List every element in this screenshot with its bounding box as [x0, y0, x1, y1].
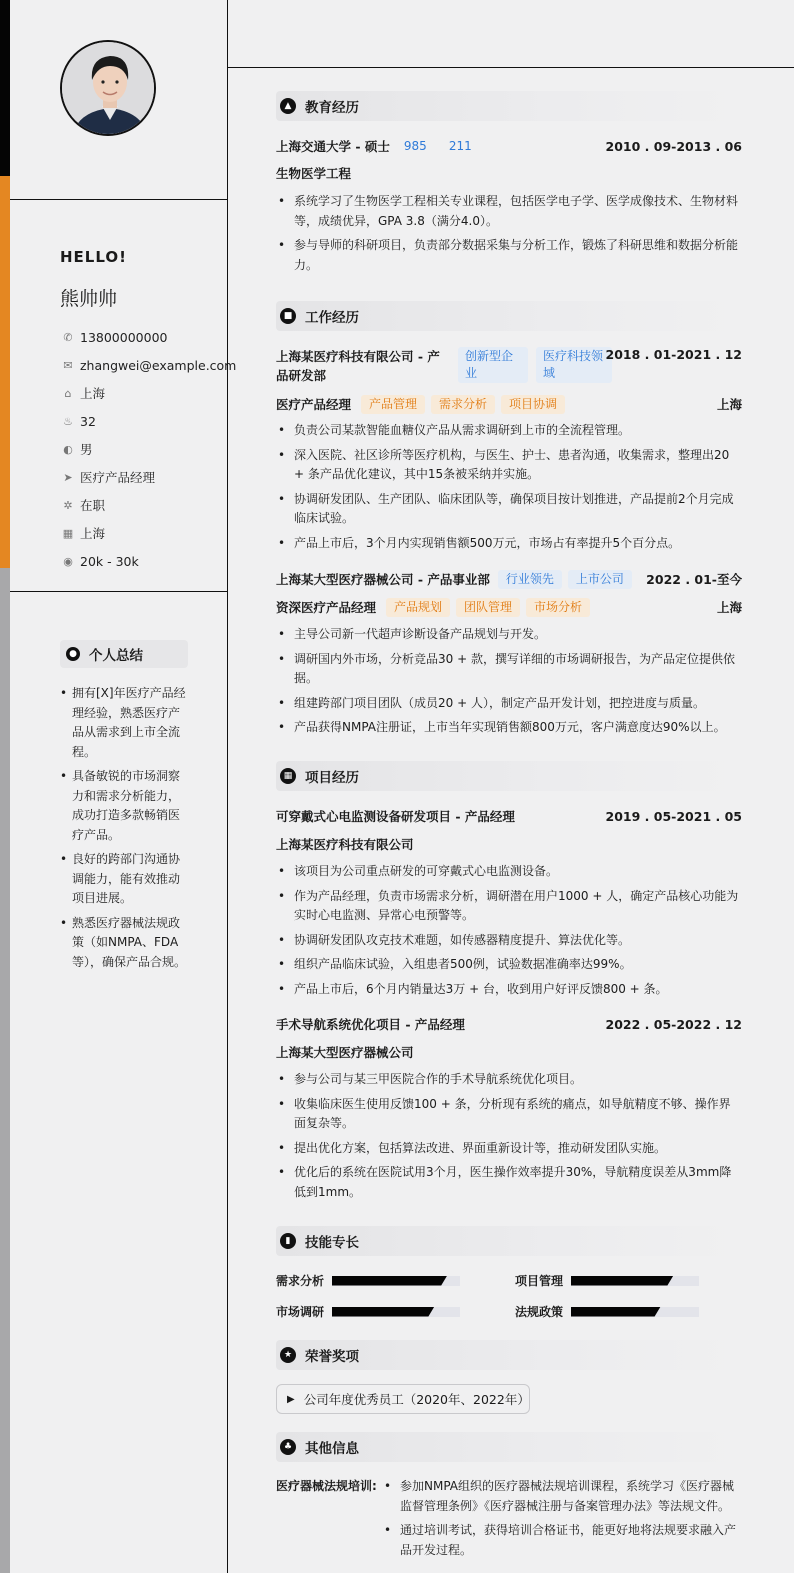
- list-item: • 主导公司新一代超声诊断设备产品规划与开发。: [276, 625, 742, 645]
- grid-icon: ▦: [280, 768, 296, 784]
- project-company: 上海某大型医疗器械公司: [276, 1045, 414, 1060]
- tag: 项目协调: [501, 395, 565, 414]
- accent-strip-black: [0, 0, 10, 176]
- project-1-list: [276, 862, 742, 1004]
- list-item: • 负责公司某款智能血糖仪产品从需求调研到上市的全流程管理。: [276, 421, 742, 441]
- skill-bar: [571, 1307, 699, 1317]
- info-text: 男: [80, 442, 93, 457]
- medal-icon: ★: [280, 1347, 296, 1363]
- tag: 产品管理: [361, 395, 425, 414]
- section-title: 教育经历: [305, 100, 359, 116]
- info-email: [60, 351, 236, 379]
- list-item: • 参与公司与某三甲医院合作的手术导航系统优化项目。: [276, 1070, 742, 1090]
- project-2-header: [276, 1014, 742, 1034]
- skill-name: 项目管理: [515, 1274, 564, 1288]
- list-item: • 具备敏锐的市场洞察力和需求分析能力，成功打造多款畅销医疗产品。: [60, 767, 190, 845]
- award-text: 公司年度优秀员工（2020年、2022年）: [303, 1392, 530, 1407]
- list-item: • 产品上市后，6个月内销量达3万 + 台，收到用户好评反馈800 + 条。: [276, 980, 742, 1000]
- company-name: 上海某医疗科技有限公司 - 产品研发部: [276, 349, 440, 383]
- other-label: 医疗器械法规培训:: [276, 1479, 377, 1493]
- summary-title: 个人总结: [89, 648, 143, 664]
- tag: 上市公司: [568, 570, 632, 589]
- list-item: • 优化后的系统在医院试用3个月，医生操作效率提升30%，导航精度误差从3mm降低到1mm。: [276, 1163, 742, 1202]
- info-phone: [60, 323, 236, 351]
- section-title: 荣誉奖项: [305, 1349, 359, 1365]
- hello-heading: HELLO!: [60, 248, 127, 266]
- tag: 需求分析: [431, 395, 495, 414]
- mail-icon: ✉: [63, 358, 73, 372]
- bar-chart-icon: ▮: [280, 1233, 296, 1249]
- info-status: [60, 491, 236, 519]
- skill-bar: [332, 1307, 460, 1317]
- info-text: zhangwei@example.com: [80, 357, 237, 373]
- list-item: • 参加NMPA组织的医疗器械法规培训课程，系统学习《医疗器械监督管理条例》《医疗器械注册与备案管理办法》等法规文件。: [382, 1477, 742, 1516]
- company-name: 上海某大型医疗器械公司 - 产品事业部: [276, 572, 490, 587]
- list-item: • 协调研发团队、生产团队、临床团队等，确保项目按计划推进，产品提前2个月完成临床试验。: [276, 490, 742, 529]
- date: 2022 . 05-2022 . 12: [605, 1016, 742, 1032]
- project-name: 手术导航系统优化项目 - 产品经理: [276, 1017, 465, 1032]
- skill-bar-fill: [571, 1276, 673, 1286]
- date: 2018 . 01-2021 . 12: [605, 347, 742, 362]
- skill-bar-fill: [332, 1276, 447, 1286]
- skill-name: 法规政策: [515, 1305, 564, 1319]
- list-item: • 组建跨部门项目团队（成员20 + 人），制定产品开发计划，把控进度与质量。: [276, 694, 742, 714]
- info-text: 上海: [80, 526, 106, 541]
- tag: 行业领先: [498, 570, 562, 589]
- info-age: [60, 407, 236, 435]
- job-2-list: [276, 625, 742, 743]
- project-company: 上海某医疗科技有限公司: [276, 837, 414, 852]
- skill-bar: [332, 1276, 460, 1286]
- divider: [10, 199, 227, 200]
- home-icon: ⌂: [64, 386, 72, 400]
- info-location: [60, 379, 236, 407]
- education-header-row: [276, 136, 742, 156]
- role-title: 资深医疗产品经理: [276, 600, 377, 615]
- list-item: • 熟悉医疗器械法规政策（如NMPA、FDA等），确保产品合规。: [60, 914, 190, 973]
- skill-name: 需求分析: [276, 1274, 325, 1288]
- cake-icon: ♨: [63, 414, 73, 428]
- skill-item: [276, 1272, 460, 1289]
- status-icon: ✲: [63, 498, 73, 512]
- job-1-role-row: [276, 393, 742, 415]
- tag: 产品规划: [386, 598, 450, 617]
- info-text: 13800000000: [80, 329, 168, 345]
- job-1-list: [276, 421, 742, 558]
- info-text: 医疗产品经理: [80, 470, 156, 485]
- job-1-header: [276, 347, 742, 387]
- accent-strip-gray: [0, 568, 10, 1573]
- phone-icon: ✆: [63, 330, 73, 344]
- list-item: • 产品获得NMPA注册证，上市当年实现销售额800万元，客户满意度达90%以上。: [276, 718, 742, 738]
- list-item: • 深入医院、社区诊所等医疗机构，与医生、护士、患者沟通，收集需求，整理出20 + 条产品优化建议，其中15条被采纳并实施。: [276, 446, 742, 485]
- project-2-list: [276, 1070, 742, 1207]
- award-item[interactable]: [276, 1384, 530, 1414]
- skill-bar: [571, 1276, 699, 1286]
- tag: 医疗科技领域: [536, 347, 612, 383]
- header-divider: [228, 67, 794, 68]
- building-icon: ▦: [62, 526, 74, 540]
- section-title: 工作经历: [305, 310, 359, 326]
- accent-strip-orange: [0, 176, 10, 568]
- major: 生物医学工程: [276, 166, 352, 181]
- city: 上海: [716, 600, 742, 615]
- flask-icon: ♣: [280, 1439, 296, 1455]
- section-title: 技能专长: [305, 1235, 359, 1251]
- tag: 985: [403, 138, 427, 153]
- skill-bar-fill: [571, 1307, 661, 1317]
- candidate-name: 熊帅帅: [60, 288, 118, 310]
- projects-heading: [276, 761, 742, 791]
- summary-heading: [60, 640, 188, 668]
- sidebar: [10, 0, 237, 1573]
- section-title: 其他信息: [305, 1441, 359, 1457]
- tag: 团队管理: [456, 598, 520, 617]
- date: 2022 . 01-至今: [646, 572, 742, 587]
- list-item: • 调研国内外市场，分析竞品30 + 款，撰写详细的市场调研报告，为产品定位提供依据。: [276, 650, 742, 689]
- avatar-photo: [62, 42, 156, 136]
- list-item: • 系统学习了生物医学工程相关专业课程，包括医学电子学、医学成像技术、生物材料等，成绩优异，GPA 3.8（满分4.0）。: [276, 192, 742, 231]
- city: 上海: [716, 397, 742, 412]
- info-target-role: [60, 463, 236, 491]
- list-item: • 组织产品临床试验，入组患者500例，试验数据准确率达99%。: [276, 955, 742, 975]
- skill-item: [515, 1303, 699, 1320]
- list-item: • 拥有[X]年医疗产品经理经验，熟悉医疗产品从需求到上市全流程。: [60, 684, 190, 762]
- info-target-city: [60, 519, 236, 547]
- section-title: 项目经历: [305, 770, 359, 786]
- list-item: • 产品上市后，3个月内实现销售额500万元，市场占有率提升5个百分点。: [276, 534, 742, 554]
- school-name: 上海交通大学 - 硕士: [276, 139, 390, 154]
- briefcase-icon: ■: [280, 308, 296, 324]
- info-text: 32: [80, 413, 96, 429]
- skills-heading: [276, 1226, 742, 1256]
- date: 2019 . 05-2021 . 05: [605, 808, 742, 824]
- info-salary: [60, 547, 236, 575]
- skill-item: [276, 1303, 460, 1320]
- work-heading: [276, 301, 742, 331]
- education-heading: [276, 91, 742, 121]
- list-item: • 该项目为公司重点研发的可穿戴式心电监测设备。: [276, 862, 742, 882]
- info-text: 上海: [80, 386, 106, 401]
- info-text: 20k - 30k: [80, 553, 139, 569]
- graduation-cap-icon: ▲: [280, 98, 296, 114]
- role-title: 医疗产品经理: [276, 397, 352, 412]
- summary-list: [60, 684, 190, 977]
- list-item: • 协调研发团队攻克技术难题，如传感器精度提升、算法优化等。: [276, 931, 742, 951]
- list-item: • 通过培训考试，获得培训合格证书，能更好地将法规要求融入产品开发过程。: [382, 1521, 742, 1560]
- list-item: • 良好的跨部门沟通协调能力，能有效推动项目进展。: [60, 850, 190, 909]
- contact-list: [60, 323, 236, 575]
- skill-bar-fill: [332, 1307, 434, 1317]
- list-item: • 提出优化方案，包括算法改进、界面重新设计等，推动研发团队实施。: [276, 1139, 742, 1159]
- job-2-header: [276, 568, 742, 590]
- skill-item: [515, 1272, 699, 1289]
- list-item: • 收集临床医生使用反馈100 + 条，分析现有系统的痛点，如导航精度不够、操作界面复杂等。: [276, 1095, 742, 1134]
- job-2-role-row: [276, 596, 742, 618]
- tag: 市场分析: [526, 598, 590, 617]
- skill-name: 市场调研: [276, 1305, 325, 1319]
- info-text: 在职: [80, 498, 106, 513]
- info-gender: [60, 435, 236, 463]
- list-item: • 作为产品经理，负责市场需求分析，调研潜在用户1000 + 人，确定产品核心功能为实时心电监测、异常心电预警等。: [276, 887, 742, 926]
- send-icon: ➤: [63, 470, 73, 484]
- other-heading: [276, 1432, 742, 1462]
- tag: 211: [448, 138, 472, 153]
- date: 2010 . 09-2013 . 06: [605, 138, 742, 154]
- avatar: [60, 40, 156, 136]
- person-icon: ●: [66, 647, 80, 661]
- education-list: [276, 192, 742, 280]
- money-icon: ◉: [63, 554, 73, 568]
- awards-heading: [276, 1340, 742, 1370]
- tag: 创新型企业: [458, 347, 528, 383]
- project-name: 可穿戴式心电监测设备研发项目 - 产品经理: [276, 809, 515, 824]
- list-item: • 参与导师的科研项目，负责部分数据采集与分析工作，锻炼了科研思维和数据分析能力。: [276, 236, 742, 275]
- gender-icon: ◐: [63, 442, 73, 456]
- other-list: [382, 1477, 742, 1565]
- project-1-header: [276, 806, 742, 826]
- divider: [10, 591, 227, 592]
- triangle-right-icon: ▶: [287, 1393, 295, 1405]
